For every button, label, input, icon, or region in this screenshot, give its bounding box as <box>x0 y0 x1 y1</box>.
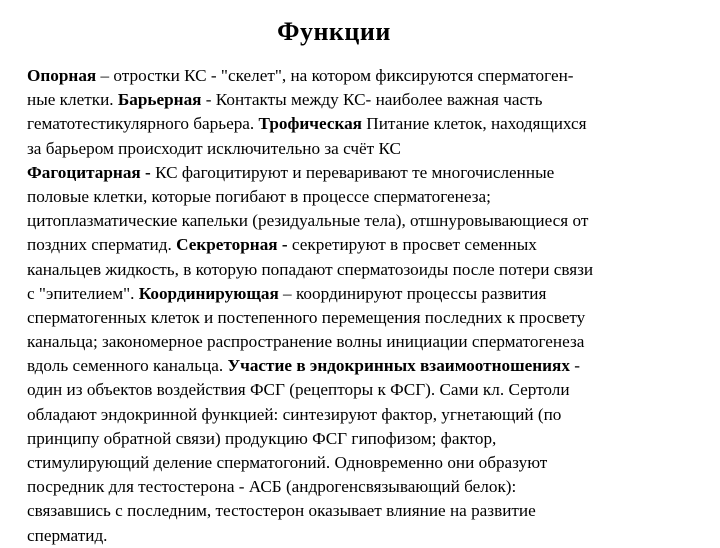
slide-title: Функции <box>277 17 391 46</box>
text-line <box>27 451 697 475</box>
text-segment: - Контакты между КС- наиболее важная часть <box>201 90 543 110</box>
function-term: Фагоцитарная - <box>27 162 156 182</box>
text-segment: – координируют процессы развития <box>278 283 547 303</box>
text-segment: – отростки КС - "скелет", на котором фиксируются сперматоген- <box>96 66 574 85</box>
text-segment: ные клетки. <box>27 90 118 110</box>
text-segment: канальца; закономерное распространение волны инициации сперматогенеза <box>27 332 585 352</box>
text-segment: цитоплазматические капельки (резидуальные тела), отшнуровывающиеся от <box>27 211 589 231</box>
text-line <box>27 137 697 161</box>
text-line <box>27 524 697 548</box>
text-line <box>27 185 697 209</box>
text-segment: Питание клеток, находящихся <box>361 114 587 134</box>
text-line <box>27 403 697 427</box>
text-segment: один из объектов воздействия ФСГ (рецепторы к ФСГ). Сами кл. Сертоли <box>27 380 570 400</box>
text-line <box>27 427 697 451</box>
text-line <box>27 475 697 499</box>
text-segment: поздних сперматид. <box>27 235 177 255</box>
text-segment: стимулирующий деление сперматогоний. Одновременно они образуют <box>27 453 548 472</box>
function-term: Барьерная <box>117 90 202 110</box>
text-segment: гематотестикулярного барьера. <box>27 114 259 134</box>
text-segment: вдоль семенного канальца. <box>27 356 228 376</box>
text-segment: половые клетки, которые погибают в процессе сперматогенеза; <box>27 186 491 206</box>
text-line <box>27 330 697 354</box>
function-term: Опорная <box>27 66 97 85</box>
function-term: Секреторная - <box>176 235 292 255</box>
text-line <box>27 499 697 523</box>
text-line <box>27 378 697 402</box>
text-line <box>27 209 697 233</box>
text-line <box>27 282 697 306</box>
text-segment: сперматид. <box>27 525 108 545</box>
function-term: Координирующая <box>138 283 279 303</box>
text-line <box>27 112 697 136</box>
text-segment: связавшись с последним, тестостерон оказывает влияние на развитие <box>27 501 536 521</box>
text-line <box>27 161 697 185</box>
text-segment: канальцев жидкость, в которую попадают сперматозоиды после потери связи <box>27 259 594 279</box>
text-line <box>27 88 697 112</box>
text-line <box>27 258 697 282</box>
text-line <box>27 64 697 88</box>
text-segment: посредник для тестостерона - АСБ (андрогенсвязывающий белок): <box>27 477 517 497</box>
function-term: Участие в эндокринных взаимоотношениях <box>227 356 570 376</box>
text-segment: за барьером происходит исключительно за счёт КС <box>27 138 401 158</box>
text-segment: сперматогенных клеток и постепенного перемещения последних к просвету <box>27 307 586 327</box>
text-segment: КС фагоцитируют и переваривают те многочисленные <box>155 162 555 182</box>
text-segment: - <box>569 356 580 376</box>
text-line <box>27 233 697 257</box>
text-segment: секретируют в просвет семенных <box>291 235 537 255</box>
function-term: Трофическая <box>258 114 362 134</box>
body-text <box>27 64 697 548</box>
text-line <box>27 306 697 330</box>
text-line <box>27 354 697 378</box>
text-segment: с "эпителием". <box>27 283 139 303</box>
text-segment: обладают эндокринной функцией: синтезируют фактор, угнетающий (по <box>27 404 562 424</box>
text-segment: принципу обратной связи) продукцию ФСГ гипофизом; фактор, <box>27 428 497 448</box>
